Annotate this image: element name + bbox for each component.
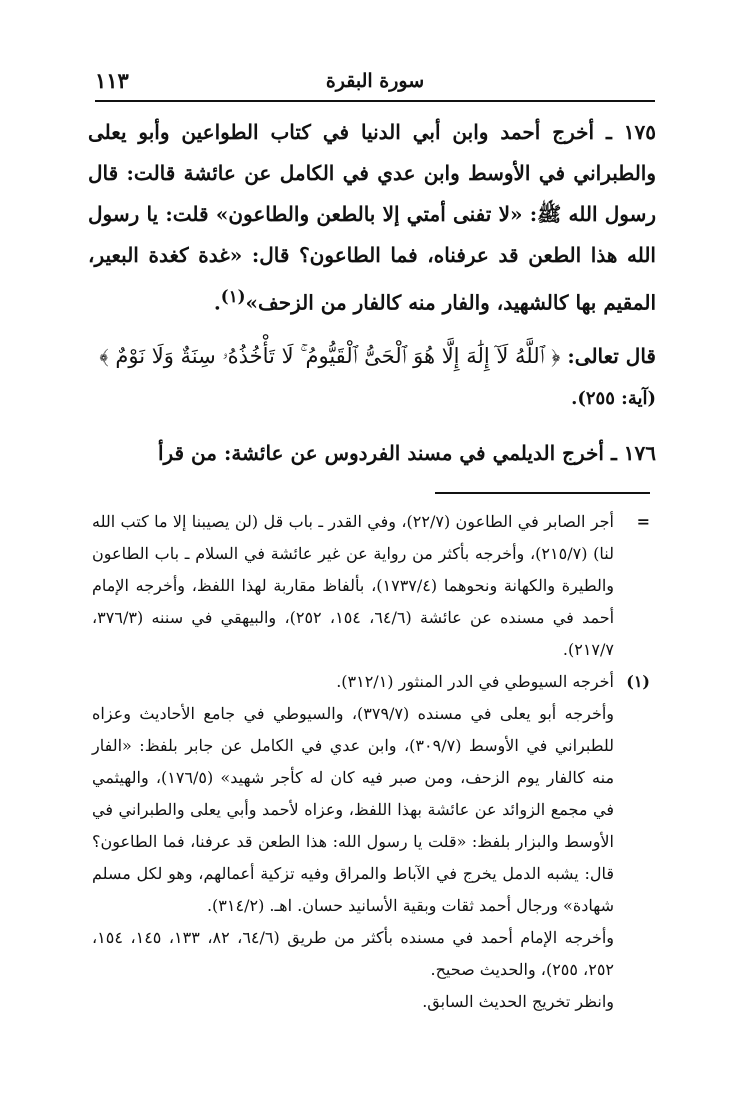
verse-intro: قال تعالى: [567, 343, 656, 368]
page-number: ١١٣ [95, 68, 129, 93]
hadith-text: أخرج أحمد وابن أبي الدنيا في كتاب الطواعين وأبو يعلى والطبراني في الأوسط وابن عدي في الكامل عن عائشة قالت: قال رسول الله ﷺ: [88, 120, 657, 226]
footnote-reference: (١) [220, 286, 246, 306]
footnote-text: أجر الصابر في الطاعون (٢٢/٧)، وفي القدر ـ باب قل (لن يصيبنا إلا ما كتب الله لنا) (٢١٥/٧)، وأخرجه بأكثر من رواية عن غير عائشة في السلام ـ باب الطاعون والطيرة والكهانة ونحوهما (١٧٣٧/٤)، بألفاظ مقاربة لهذا اللفظ، وأخرجه الإمام أحمد في مسنده عن عائشة (٦٤/٦، ١٥٤، ٢٥٢)، والبيهقي في سننه (٣٧٦/٣، ٢١٧/٧). [92, 512, 615, 659]
main-text [88, 112, 656, 474]
footnote-line: أخرجه السيوطي في الدر المنثور (٣١٢/١). [336, 672, 614, 691]
footnote-line: وأخرجه أبو يعلى في مسنده (٣٧٩/٧)، والسيوطي في جامع الأحاديث وعزاه للطبراني في الأوسط (٣٠٩/٧)، وابن عدي في الكامل عن جابر بلفظ: «الفار منه كالفار يوم الزحف، ومن صبر فيه كان له كأجر شهيد» (١٧٦/٥)، والهيثمي في مجمع الزوائد عن عائشة بهذا اللفظ، وعزاه لأحمد وأبي يعلى والطبراني في الأوسط والبزار بلفظ: «قلت يا رسول الله: هذا الطعن قد عرفنا، فما الطاعون؟ قال: يشبه الدمل يخرج في الآباط والمراق وفيه تزكية أعمالهم، وهو لكل مسلم شهادة» ورجال أحمد ثقات وبقية الأسانيد حسان. اهـ. (٣١٤/٢). [92, 704, 615, 915]
footnote-line: وانظر تخريج الحديث السابق. [422, 992, 614, 1011]
hadith-quote: «لا تفنى أمتي إلا بالطعن والطاعون» [215, 202, 523, 226]
continuation-mark: = [636, 512, 650, 531]
hadith-text: أخرج الديلمي في مسند الفردوس عن عائشة: من قرأ [157, 440, 604, 465]
footnote-number: (١) [626, 672, 650, 691]
footnote-continued [92, 506, 654, 666]
spacer [88, 419, 656, 433]
verse-reference: (آية: ٢٥٥). [571, 387, 656, 409]
footnote-divider [435, 492, 650, 494]
running-header [95, 66, 655, 102]
footnotes [92, 506, 654, 1018]
hadith-text: قلت: يا رسول الله هذا الطعن قد عرفناه، فما الطاعون؟ قال: [88, 202, 656, 267]
verse-reference-line [88, 377, 656, 419]
verse-line [88, 336, 656, 377]
hadith-quote: «غدة كغدة البعير، المقيم بها كالشهيد، والفار منه كالفار من الزحف» [88, 243, 656, 315]
footnote-line: وأخرجه الإمام أحمد في مسنده بأكثر من طريق (٦٤/٦، ٨٢، ١٣٣، ١٤٥، ١٥٤، ٢٥٢، ٢٥٥)، والحديث صحيح. [92, 928, 615, 979]
hadith-175 [88, 112, 656, 324]
hadith-number: ١٧٦ ـ [610, 440, 656, 465]
hadith-number: ١٧٥ ـ [606, 120, 656, 144]
sentence-end: . [213, 290, 221, 315]
footnote-1 [92, 666, 654, 1018]
surah-title: سورة البقرة [325, 70, 425, 92]
hadith-176 [88, 433, 656, 474]
quran-verse: ﴿ ٱللَّهُ لَآ إِلَٰهَ إِلَّا هُوَ ٱلْحَىُّ ٱلْقَيُّومُ ۚ لَا تَأْخُذُهُۥ سِنَةٌ وَلَا نَوْمٌ ﴾ [99, 343, 561, 368]
